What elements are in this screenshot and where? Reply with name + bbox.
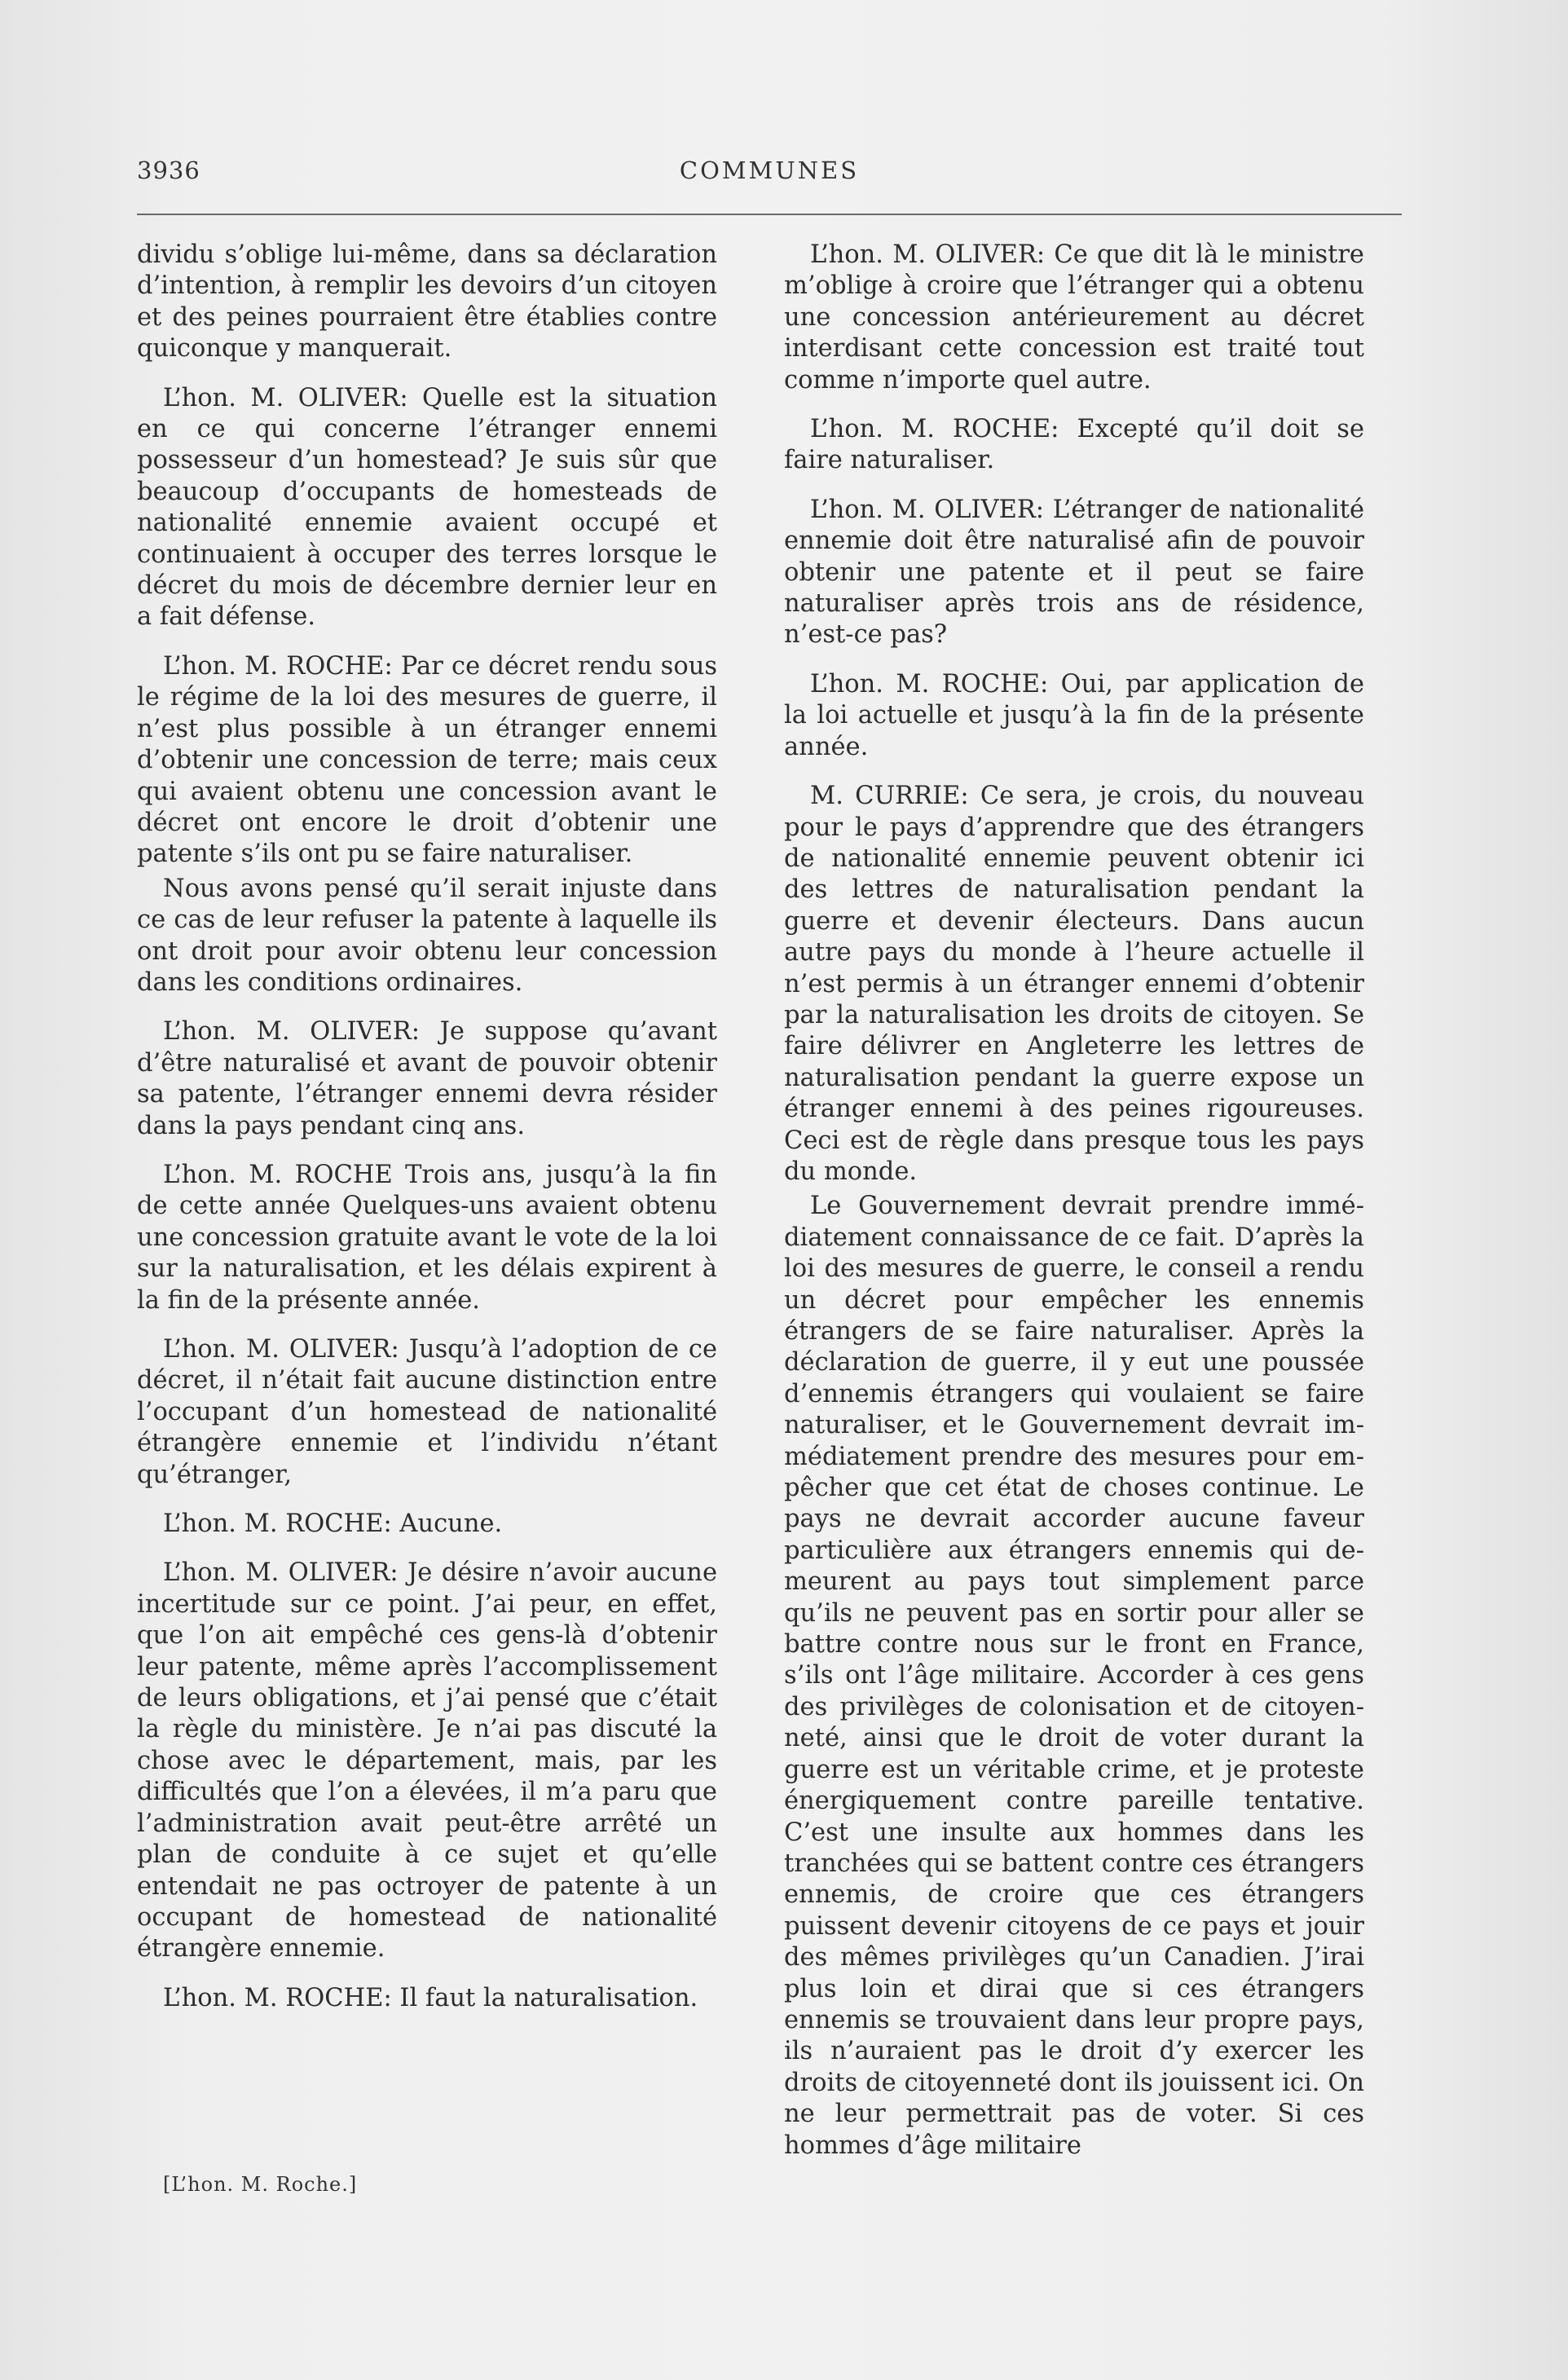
paragraph: L’hon. M. ROCHE: Il faut la naturalisation. <box>163 1983 698 2012</box>
left-column <box>137 240 717 2032</box>
paragraph: L’hon. M. ROCHE: Excepté qu’il doit se faire naturaliser. <box>784 415 1364 475</box>
page-header <box>137 153 1402 192</box>
running-head: COMMUNES <box>679 156 860 184</box>
paragraph: L’hon. M. OLIVER: Ce que dit là le ministre m’oblige à croire que l’étranger qui a obtenu une concession antérieurement au décret interdisant cette concession est traité tout comme n’importe quel autre. <box>784 240 1364 394</box>
header-rule <box>137 214 1402 215</box>
paragraph: L’hon. M. OLIVER: Je désire n’avoir aucune incertitude sur ce point. J’ai peur, en effet, que l’on ait empêché ces gens-là d’obtenir leur patente, même après l’accomplissement de leurs obligations, et j’ai pensé que c’était la règle du ministère. Je n’ai pas discuté la chose avec le département, mais, par les difficultés que l’on a élevées, il m’a paru que l’administration avait peut-être arrêté un plan de conduite à ce sujet et qu’elle entendait ne pas octroyer de patente à un occupant de homestead de nationalité étrangère ennemie. <box>137 1558 717 1964</box>
paragraph: L’hon. M. OLIVER: L’étranger de nationalité ennemie doit être naturalisé afin de pouvoir obtenir une patente et il peut se faire naturaliser après trois ans de résidence, n’est-ce pas? <box>784 495 1364 650</box>
paragraph: Nous avons pensé qu’il serait injuste dans ce cas de leur refuser la patente à laquelle ils ont droit pour avoir obtenu leur concession dans les conditions ordinaires. <box>137 874 717 997</box>
paragraph: L’hon. M. OLIVER: Je suppose qu’avant d’être naturalisé et avant de pouvoir obtenir sa patente, l’étranger ennemi devra résider dans la pays pendant cinq ans. <box>137 1017 717 1140</box>
right-column <box>784 240 1364 2179</box>
paragraph: L’hon. M. ROCHE: Aucune. <box>163 1510 503 1539</box>
speaker-footnote: [L’hon. M. Roche.] <box>163 2173 358 2196</box>
paragraph: L’hon. M. ROCHE Trois ans, jusqu’à la fin de cette année Quelques-uns avaient obtenu une concession gratuite avant le vote de la loi sur la naturalisation, et les délais expirent à la fin de la présente année. <box>137 1160 717 1315</box>
paragraph: dividu s’oblige lui-même, dans sa déclaration d’intention, à remplir les devoirs d’un citoyen et des peines pourraient être établies contre quiconque y manquerait. <box>137 240 717 364</box>
paragraph: L’hon. M. OLIVER: Quelle est la situation en ce qui concerne l’étranger ennemi possesseur d’un homestead? Je suis sûr que beaucoup d’occupants de homesteads de nationalité ennemie avaient occupé et continuaient à occuper des terres lorsque le décret du mois de décembre dernier leur en a fait défense. <box>137 383 717 632</box>
paragraph: L’hon. M. ROCHE: Oui, par application de la loi actuelle et jusqu’à la fin de la présente année. <box>784 669 1364 761</box>
paragraph: Le Gouvernement devrait prendre immédiatement connaissance de ce fait. D’après la loi des mesures de guerre, le conseil a rendu un décret pour empêcher les ennemis étrangers de se faire naturaliser. Après la déclaration de guerre, il y eut une poussée d’ennemis étrangers qui voulaient se faire naturaliser, et le Gouvernement devrait immédiatement prendre des mesures pour empêcher que cet état de choses continue. Le pays ne devrait accorder aucune faveur particulière aux étrangers ennemis qui demeurent au pays tout simplement parce qu’ils ne peuvent pas en sortir pour aller se battre contre nous sur le front en France, s’ils ont l’âge militaire. Accorder à ces gens des privilèges de colonisation et de citoyenneté, ainsi que le droit de voter durant la guerre est un véritable crime, et je proteste énergiquement contre pareille tentative. C’est une insulte aux hommes dans les tranchées qui se battent contre ces étrangers ennemis, de croire que ces étrangers puissent devenir citoyens de ce pays et jouir des mêmes privilèges qu’un Canadien. J’irai plus loin et dirai que si ces étrangers ennemis se trouvaient dans leur propre pays, ils n’auraient pas le droit d’y exercer les droits de citoyenneté dont ils jouissent ici. On ne leur permettrait pas de voter. Si ces hommes d’âge militaire <box>784 1192 1364 2160</box>
page-number: 3936 <box>137 156 200 184</box>
paragraph: L’hon. M. OLIVER: Jusqu’à l’adoption de ce décret, il n’était fait aucune distinction entre l’occupant d’un homestead de nationalité étrangère ennemie et l’individu n’étant qu’étranger, <box>137 1335 717 1489</box>
paragraph: L’hon. M. ROCHE: Par ce décret rendu sous le régime de la loi des mesures de guerre, il n’est plus possible à un étranger ennemi d’obtenir une concession de terre; mais ceux qui avaient obtenu une concession avant le décret ont encore le droit d’obtenir une patente s’ils ont pu se faire naturaliser. <box>137 651 717 869</box>
paragraph: M. CURRIE: Ce sera, je crois, du nouveau pour le pays d’apprendre que des étrangers de nationalité ennemie peuvent obtenir ici des lettres de naturalisation pendant la guerre et devenir électeurs. Dans aucun autre pays du monde à l’heure actuelle il n’est permis à un étranger ennemi d’obtenir par la naturalisation les droits de citoyen. Se faire délivrer en Angleterre les lettres de naturalisation pendant la guerre expose un étranger ennemi à des peines rigoureuses. Ceci est de règle dans presque tous les pays du monde. <box>784 782 1364 1186</box>
